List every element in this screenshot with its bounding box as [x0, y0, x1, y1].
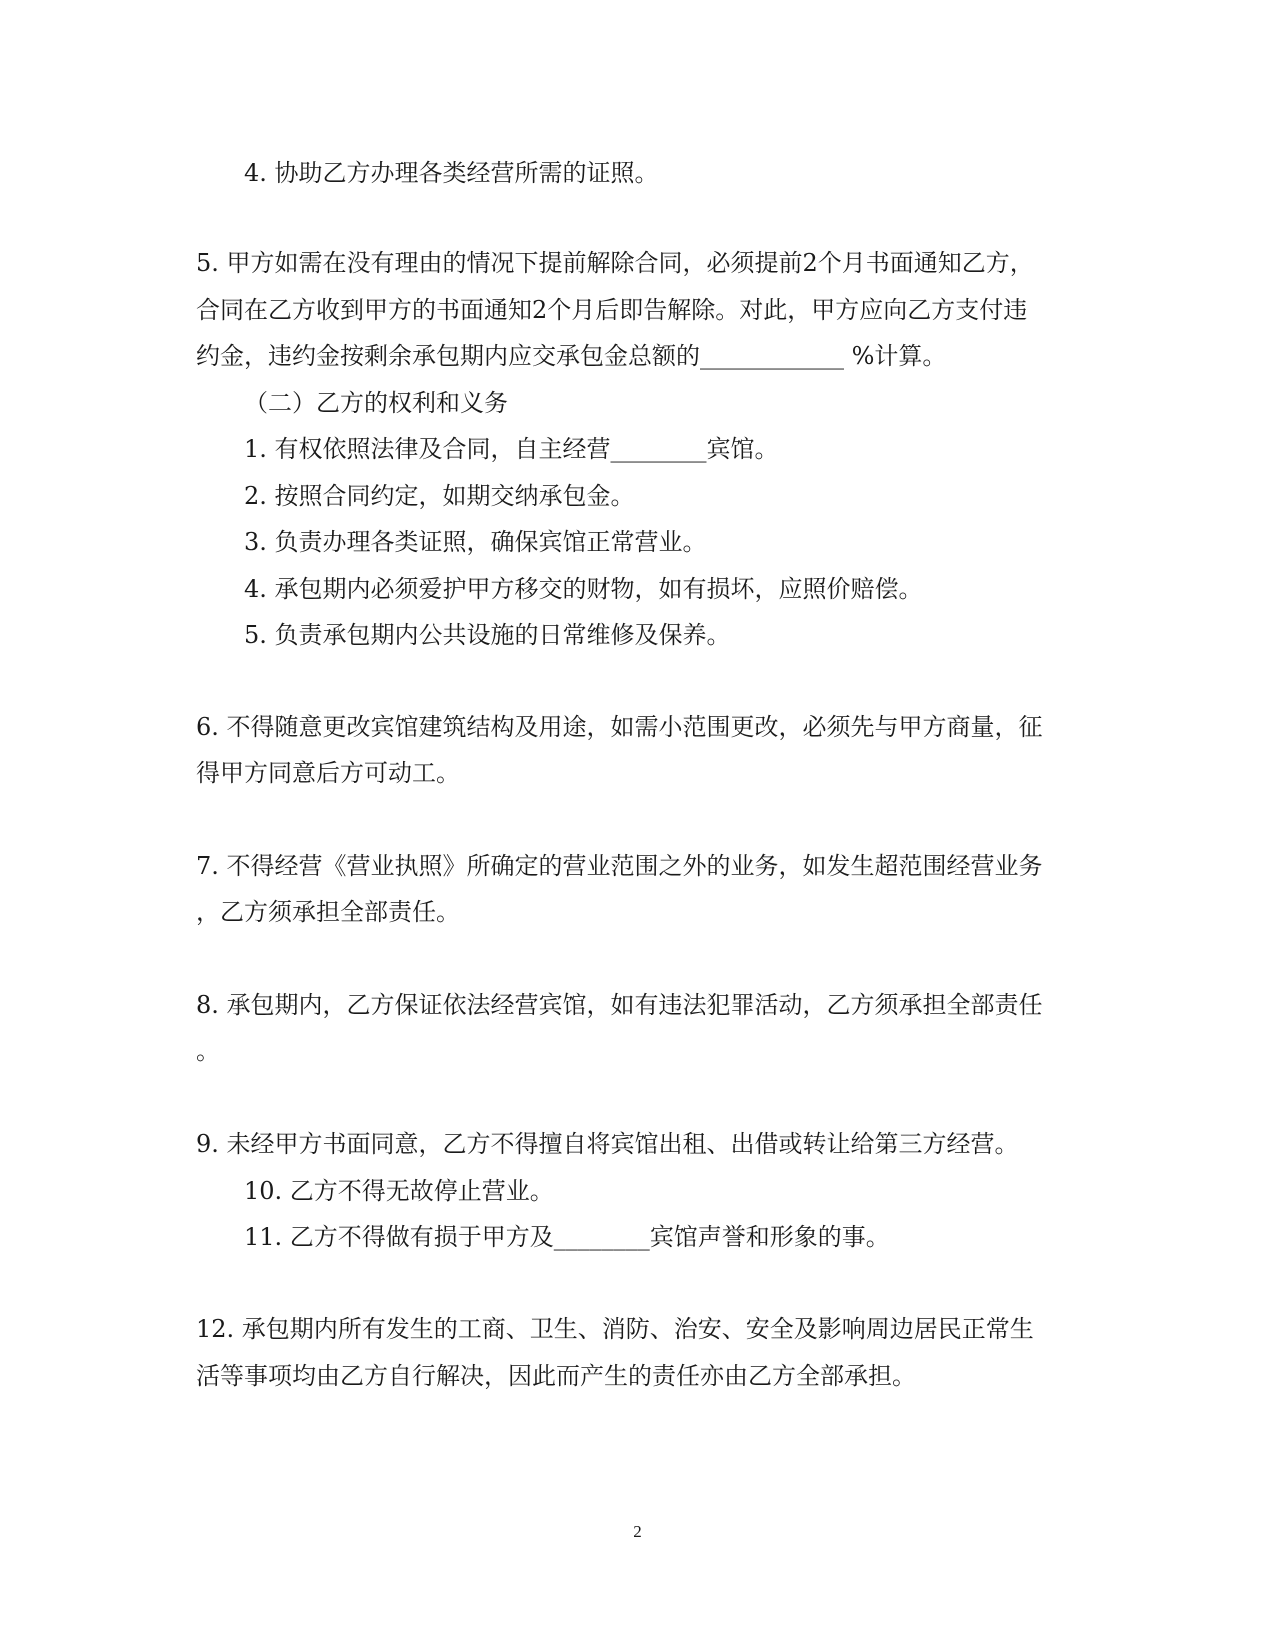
clause-b12-line1: 12. 承包期内所有发生的工商、卫生、消防、治安、安全及影响周边居民正常生 — [196, 1315, 1034, 1343]
clause-b9: 9. 未经甲方书面同意，乙方不得擅自将宾馆出租、出借或转让给第三方经营。 — [196, 1130, 1019, 1158]
clause-b4: 4. 承包期内必须爱护甲方移交的财物，如有损坏，应照价赔偿。 — [244, 575, 923, 603]
clause-b6-line1: 6. 不得随意更改宾馆建筑结构及用途，如需小范围更改，必须先与甲方商量，征 — [196, 713, 1043, 741]
clause-b3: 3. 负责办理各类证照，确保宾馆正常营业。 — [244, 528, 707, 556]
clause-b7-line2: ，乙方须承担全部责任。 — [196, 898, 460, 926]
clause-a5-line1: 5. 甲方如需在没有理由的情况下提前解除合同，必须提前2个月书面通知乙方， — [196, 249, 1034, 277]
clause-b5: 5. 负责承包期内公共设施的日常维修及保养。 — [244, 621, 731, 649]
clause-b8-line2: 。 — [196, 1037, 220, 1065]
clause-b11: 11. 乙方不得做有损于甲方及________宾馆声誉和形象的事。 — [244, 1223, 890, 1251]
clause-a5-line3: 约金，违约金按剩余承包期内应交承包金总额的____________ %计算。 — [196, 342, 947, 370]
clause-a4: 4. 协助乙方办理各类经营所需的证照。 — [244, 159, 659, 187]
clause-b12-line2: 活等事项均由乙方自行解决，因此而产生的责任亦由乙方全部承担。 — [196, 1362, 916, 1390]
clause-b1: 1. 有权依照法律及合同，自主经营________宾馆。 — [244, 435, 779, 463]
clause-b8-line1: 8. 承包期内，乙方保证依法经营宾馆，如有违法犯罪活动，乙方须承担全部责任 — [196, 991, 1043, 1019]
page-number: 2 — [633, 1522, 642, 1541]
clause-b2: 2. 按照合同约定，如期交纳承包金。 — [244, 482, 635, 510]
clause-b7-line1: 7. 不得经营《营业执照》所确定的营业范围之外的业务，如发生超范围经营业务 — [196, 852, 1043, 880]
clause-b10: 10. 乙方不得无故停止营业。 — [244, 1177, 554, 1205]
clause-b6-line2: 得甲方同意后方可动工。 — [196, 759, 460, 787]
clause-a5-line2: 合同在乙方收到甲方的书面通知2个月后即告解除。对此，甲方应向乙方支付违 — [196, 296, 1028, 324]
section-heading-party-b: （二）乙方的权利和义务 — [244, 389, 508, 417]
